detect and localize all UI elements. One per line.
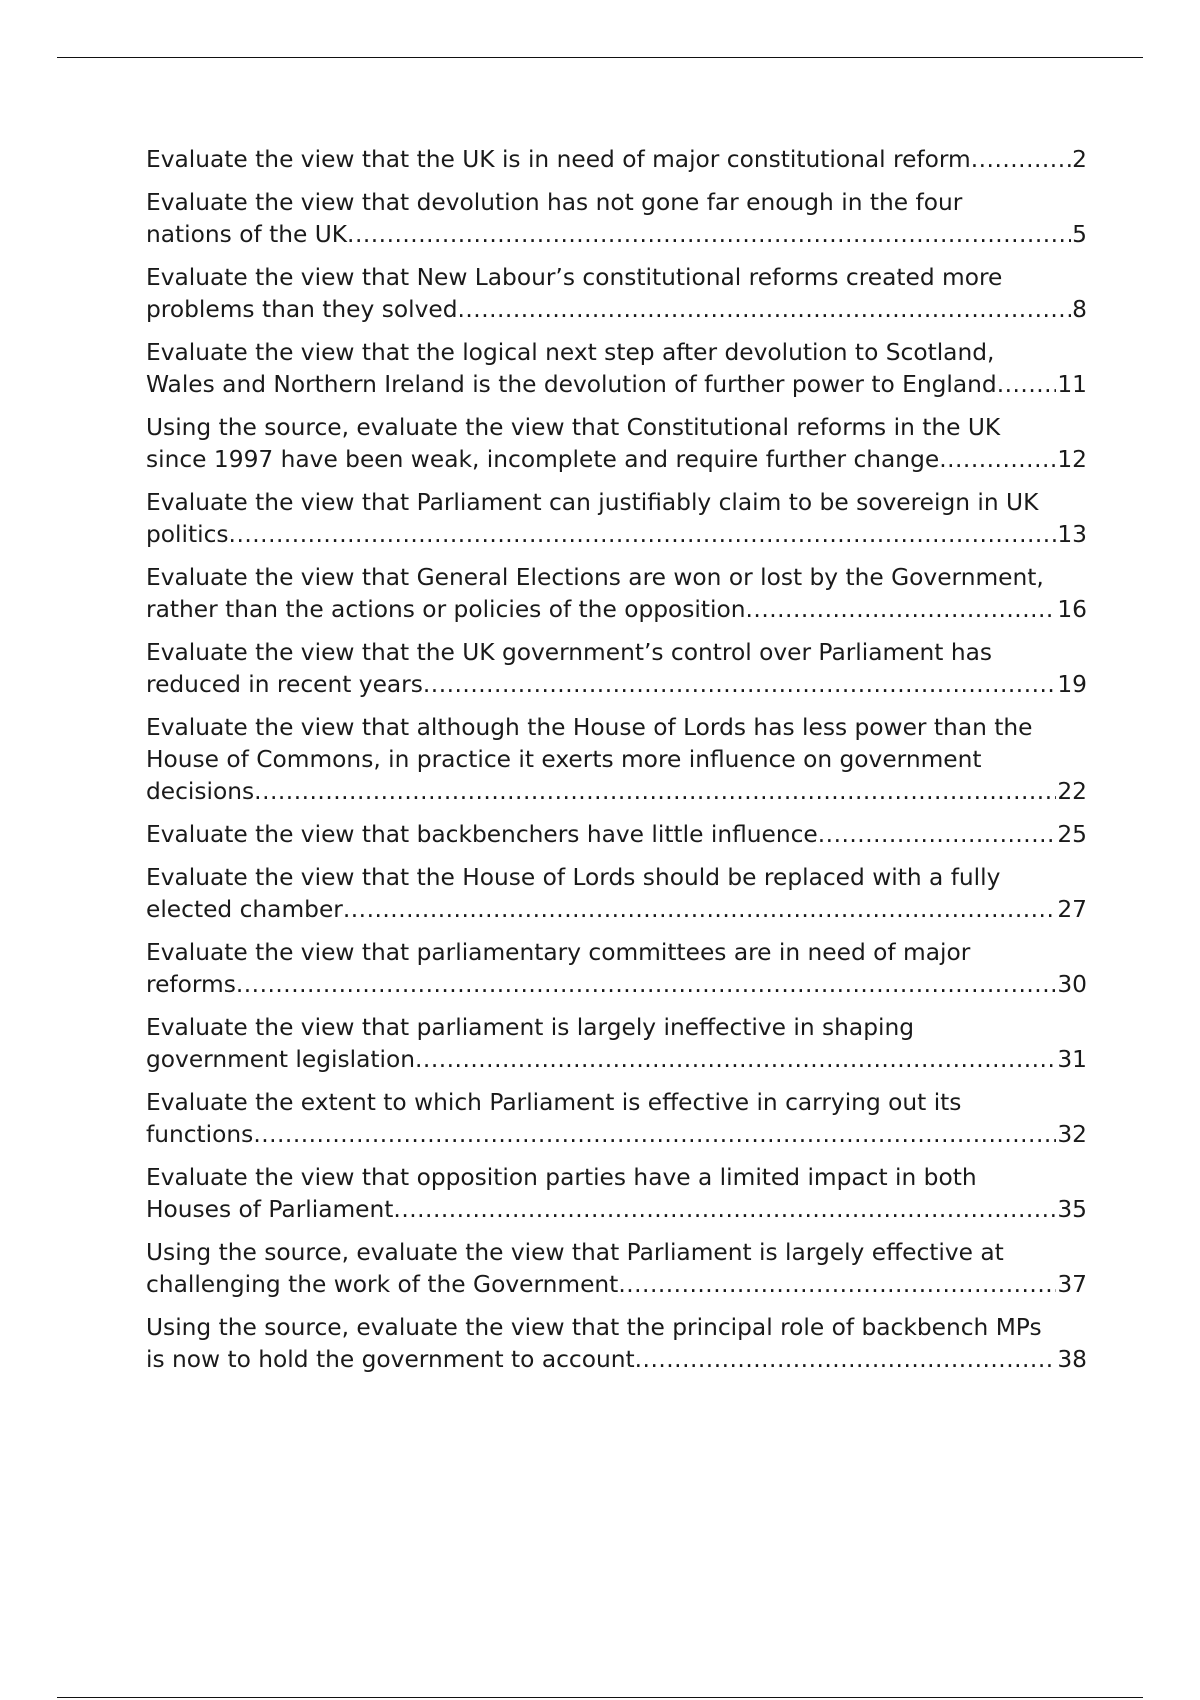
toc-entry-text-line: Evaluate the view that General Elections are won or lost by the Government, [146,564,1044,591]
toc-entry-text-line: Evaluate the extent to which Parliament is effective in carrying out its [146,1089,962,1116]
toc-page-number: 8 [1072,296,1087,323]
toc-entry-text-line: government legislation ..... [146,1044,1056,1076]
toc-entry-text-line: since 1997 have been weak, incomplete and require further change ..... [146,444,1056,476]
footer-rule [57,1697,1143,1698]
toc-entry-last-line [146,969,1087,1001]
toc-entry[interactable] [146,1312,1087,1376]
toc-entry[interactable] [146,1237,1087,1301]
toc-entry-text-line: challenging the work of the Government ..... [146,1269,1056,1301]
toc-entry[interactable] [146,337,1087,401]
toc-page-number: 2 [1072,146,1087,173]
toc-entry-last-line [146,219,1087,251]
toc-entry-text-line: Evaluate the view that the UK government’s control over Parliament has [146,639,993,666]
toc-entry[interactable] [146,937,1087,1001]
toc-entry-text-line: Evaluate the view that parliament is largely ineffective in shaping [146,1014,915,1041]
toc-entry-text-line: Evaluate the view that opposition parties have a limited impact in both [146,1164,977,1191]
toc-entry-text-line: Houses of Parliament ..... [146,1194,1056,1226]
toc-entry-text-line: Using the source, evaluate the view that Constitutional reforms in the UK [146,414,1001,441]
toc-entry-last-line [146,444,1087,476]
toc-entry-last-line [146,594,1087,626]
toc-entry-text-line: Evaluate the view that the logical next step after devolution to Scotland, [146,339,995,366]
toc-entry-text-line: rather than the actions or policies of the opposition ..... [146,594,1056,626]
toc-entry-text-line: Using the source, evaluate the view that Parliament is largely effective at [146,1239,1004,1266]
toc-page-number: 35 [1057,1196,1087,1223]
toc-entry-text-line: problems than they solved ..... [146,294,1071,326]
toc-entry-text-line: elected chamber ..... [146,894,1056,926]
toc-entry-text-line: decisions ..... [146,776,1056,808]
toc-entry[interactable] [146,1012,1087,1076]
toc-entry-last-line [146,1269,1087,1301]
toc-entry[interactable] [146,262,1087,326]
toc-entry[interactable] [146,637,1087,701]
toc-entry-last-line [146,294,1087,326]
toc-entry-text-line: Evaluate the view that although the House of Lords has less power than the [146,714,1033,741]
toc-entry-last-line [146,776,1087,808]
toc-entry-last-line [146,1119,1087,1151]
toc-entry-last-line [146,1344,1087,1376]
toc-entry-text-line: House of Commons, in practice it exerts more influence on government [146,746,982,773]
toc-page-number: 12 [1057,446,1087,473]
toc-entry-text-line: Wales and Northern Ireland is the devolution of further power to England ..... [146,369,1056,401]
toc-entry-text-line: Evaluate the view that the House of Lords should be replaced with a fully [146,864,1001,891]
toc-entry-text-line: politics ..... [146,519,1056,551]
toc-entry-text-line: Evaluate the view that New Labour’s constitutional reforms created more [146,264,1003,291]
toc-entry[interactable] [146,862,1087,926]
toc-page-number: 5 [1072,221,1087,248]
toc-entry-last-line [146,369,1087,401]
toc-entry-text-line: Evaluate the view that devolution has not gone far enough in the four [146,189,963,216]
toc-entry-text-line: Evaluate the view that the UK is in need of major constitutional reform ..... [146,144,1071,176]
toc-page-number: 19 [1057,671,1087,698]
toc-entry[interactable] [146,562,1087,626]
toc-entry[interactable] [146,1087,1087,1151]
toc-page-number: 16 [1057,596,1087,623]
toc-page-number: 31 [1057,1046,1087,1073]
toc-entry-text-line: reforms ..... [146,969,1056,1001]
toc-entry-text-line: Evaluate the view that backbenchers have little influence ..... [146,819,1056,851]
toc-entry[interactable] [146,712,1087,808]
toc-entry-last-line [146,144,1087,176]
toc-page-number: 13 [1057,521,1087,548]
toc-page-number: 22 [1057,778,1087,805]
toc-entry-last-line [146,1194,1087,1226]
toc-page-number: 32 [1057,1121,1087,1148]
toc-entry-text-line: Evaluate the view that parliamentary committees are in need of major [146,939,971,966]
toc-entry[interactable] [146,187,1087,251]
toc-entry-text-line: functions ..... [146,1119,1056,1151]
toc-page-number: 30 [1057,971,1087,998]
toc-entry-text-line: Using the source, evaluate the view that the principal role of backbench MPs [146,1314,1042,1341]
toc-entry-last-line [146,894,1087,926]
toc-page-number: 25 [1057,821,1087,848]
toc-entry-text-line: is now to hold the government to account ..... [146,1344,1056,1376]
toc-entry[interactable] [146,487,1087,551]
toc-entry-last-line [146,1044,1087,1076]
toc-page-number: 11 [1057,371,1087,398]
toc-entry[interactable] [146,412,1087,476]
toc-entry-text-line: nations of the UK ..... [146,219,1071,251]
toc-entry[interactable] [146,1162,1087,1226]
toc-entry[interactable] [146,144,1087,176]
toc-entry[interactable] [146,819,1087,851]
toc-page-number: 27 [1057,896,1087,923]
toc-page-number: 38 [1057,1346,1087,1373]
toc-entry-last-line [146,519,1087,551]
header-rule [57,57,1143,58]
toc-entry-last-line [146,819,1087,851]
toc-entry-text-line: Evaluate the view that Parliament can justifiably claim to be sovereign in UK [146,489,1039,516]
toc-entry-text-line: reduced in recent years ..... [146,669,1056,701]
table-of-contents [146,144,1087,1387]
toc-entry-last-line [146,669,1087,701]
toc-page-number: 37 [1057,1271,1087,1298]
